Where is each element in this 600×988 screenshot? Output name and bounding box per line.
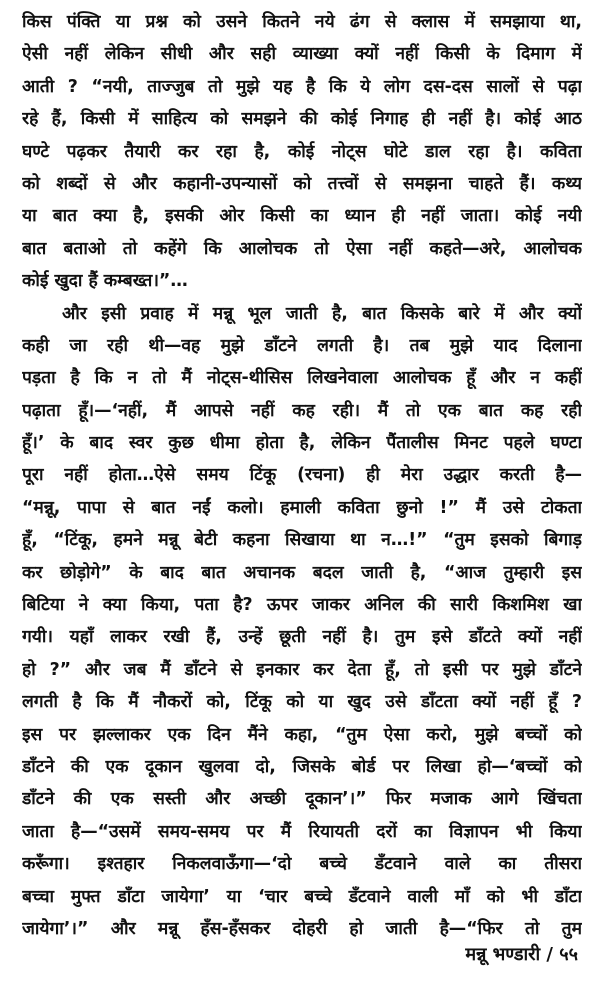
text-line: या बात क्या है, इसकी ओर किसी का ध्यान ही नहीं जाता। कोई नयी [22, 206, 582, 227]
text-line: जायेगा’।” और मन्नू हँस-हँसकर दोहरी हो जाती है—“फिर तो तुम [22, 918, 582, 939]
text-line: आती ? “नयी, ताज्जुब तो मुझे यह है कि ये लोग दस-दस सालों से पढ़ा [22, 76, 582, 97]
text-line: “मन्नू, पापा से बात नईं कलो। हमाली कविता छुनो !” मैं उसे टोकता [22, 497, 582, 518]
text-line: जाता है—“उसमें समय-समय पर मैं रियायती दरों का विज्ञापन भी किया [22, 821, 582, 842]
footer-separator: / [540, 944, 560, 965]
text-line: ऐसी नहीं लेकिन सीधी और सही व्याख्या क्यों नहीं किसी के दिमाग में [22, 44, 582, 65]
text-line: घण्टे पढ़कर तैयारी कर रहा है, कोई नोट्स घोटे डाल रहा है। कविता [22, 141, 582, 162]
text-line: पड़ता है कि न तो मैं नोट्स-थीसिस लिखनेवाला आलोचक हूँ और न कहीं [22, 368, 582, 389]
text-line: बिटिया ने क्या किया, पता है? ऊपर जाकर अनिल की सारी किशमिश खा [22, 595, 582, 616]
footer-author: मन्नू भण्डारी [465, 944, 541, 965]
text-line: हूँ, “टिंकू, हमने मन्नू बेटी कहना सिखाया था न…!” “तुम इसको बिगाड़ [22, 530, 582, 551]
page-body [22, 6, 582, 945]
text-line: हूँ।’ के बाद स्वर कुछ धीमा होता है, लेकिन पैंतालीस मिनट पहले घण्टा [22, 433, 582, 454]
text-line: डाँटने की एक सस्ती और अच्छी दूकान’।” फिर मजाक आगे खिंचता [22, 789, 582, 810]
text-line: डाँटने की एक दूकान खुलवा दो, जिसके बोर्ड पर लिखा हो—‘बच्चों को [22, 756, 582, 777]
text-line: और इसी प्रवाह में मन्नू भूल जाती है, बात किसके बारे में और क्यों [62, 303, 582, 324]
text-line: कर छोड़ोगे” के बाद बात अचानक बदल जाती है, “आज तुम्हारी इस [22, 562, 582, 583]
text-line: करूँगा। इश्तहार निकलवाऊँगा—‘दो बच्चे डँटवाने वाले का तीसरा [22, 854, 582, 875]
text-line: पढ़ाता हूँ।—‘नहीं, मैं आपसे नहीं कह रही। मैं तो एक बात कह रही [22, 400, 582, 421]
text-line: को शब्दों से और कहानी-उपन्यासों को तत्त्वों से समझना चाहते हैं। कथ्य [22, 173, 582, 194]
text-line: हो ?” और जब मैं डाँटने से इनकार कर देता हूँ, तो इसी पर मुझे डाँटने [22, 659, 582, 680]
paragraph-2 [22, 298, 582, 946]
text-line: पूरा नहीं होता…ऐसे समय टिंकू (रचना) ही मेरा उद्धार करती है— [22, 465, 582, 486]
text-line: कोई खुदा हैं कम्बख्त।”… [22, 271, 188, 292]
paragraph-1 [22, 6, 582, 298]
text-line: रहे हैं, किसी में साहित्य को समझने की कोई निगाह ही नहीं है। कोई आठ [22, 109, 582, 130]
text-line: गयी। यहाँ लाकर रखी हैं, उन्हें छूती नहीं है। तुम इसे डाँटते क्यों नहीं [22, 627, 582, 648]
text-line: बात बताओ तो कहेंगे कि आलोचक तो ऐसा नहीं कहते—अरे, आलोचक [22, 238, 582, 259]
text-line: लगती है कि मैं नौकरों को, टिंकू को या खुद उसे डाँटता क्यों नहीं हूँ ? [22, 692, 582, 713]
text-line: कही जा रही थी—वह मुझे डाँटने लगती है। तब मुझे याद दिलाना [22, 335, 582, 356]
page-footer [465, 942, 578, 966]
text-line: बच्चा मुफ्त डाँटा जायेगा’ या ‘चार बच्चे डँटवाने वाली माँ को भी डाँटा [22, 886, 582, 907]
text-line: किस पंक्ति या प्रश्न को उसने कितने नये ढंग से क्लास में समझाया था, [22, 12, 582, 32]
page-number: ५५ [559, 944, 578, 965]
text-line: इस पर झल्लाकर एक दिन मैंने कहा, “तुम ऐसा करो, मुझे बच्चों को [22, 724, 582, 745]
